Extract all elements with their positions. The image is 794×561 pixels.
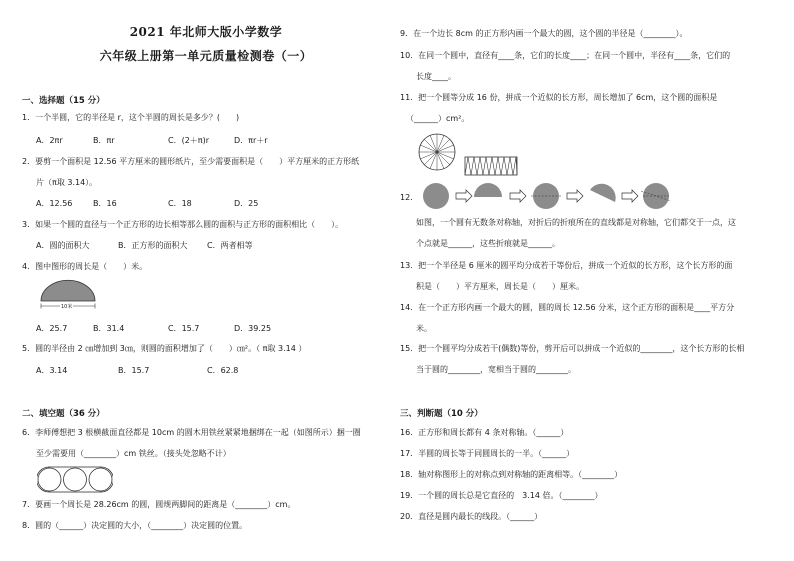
question-17: 17．半圆的周长等于同圆周长的一半。（______） [400,449,575,458]
question-14-line-2: 米。 [416,324,432,333]
q5-option-a: A．3.14 [36,366,68,375]
exam-subtitle: 六年级上册第一单元质量检测卷（一） [99,49,313,63]
question-1: 1．一个半圆，它的半径是 r，这个半圆的周长是多少？( ) [22,113,240,122]
zigzag-rectangle-figure [464,156,518,180]
question-14-line-1: 14．在一个正方形内画一个最大的圆，圆的周长 12.56 分米，这个正方形的面积是____平方分 [400,303,735,312]
q3-option-c: C．两者相等 [207,241,253,250]
q2-option-d: D．25 [234,199,259,208]
q1-option-d: D．πr＋r [234,136,268,145]
sector-circle-figure [417,132,457,176]
question-18: 18．轴对称图形上的对称点到对称轴的距离相等。（________） [400,470,623,479]
q1-option-a: A．2πr [36,136,63,145]
q1-option-c: C．(2＋π)r [168,136,210,145]
question-7: 7．要画一个周长是 28.26cm 的圆，圆规两脚间的距离是（________）cm。 [22,500,296,509]
question-16: 16．正方形和周长都有 4 条对称轴。（______） [400,428,569,437]
question-13-line-1: 13．把一个半径是 6 厘米的圆平均分成若干等份后，拼成一个近似的长方形，这个长方形的面 [400,261,733,270]
q4-option-a: A．25.7 [36,324,68,333]
question-6-line-2: 至少需要用（________）cm 铁丝。（接头处忽略不计） [36,449,231,458]
q4-option-d: D．39.25 [234,324,272,333]
question-12-number: 12． [400,193,419,202]
q4-option-c: C．15.7 [168,324,200,333]
question-19: 19．一个圆的周长总是它直径的 3.14 倍。（________） [400,491,603,500]
question-6-line-1: 6．李师傅想把 3 根横截面直径都是 10cm 的圆木用铁丝紧紧地捆绑在一起（如图所示）捆一圈 [22,428,361,437]
question-2-line-1: 2．要剪一个面积是 12.56 平方厘米的圆形纸片，至少需要面积是（ ）平方厘米的正方形纸 [22,157,360,166]
q4-option-b: B．31.4 [93,324,125,333]
q5-option-b: B．15.7 [118,366,150,375]
q2-option-b: B．16 [93,199,117,208]
semicircle-figure [39,279,99,317]
question-13-line-2: 积是（ ）平方厘米，周长是（ ）厘米。 [416,282,584,291]
question-5: 5．圆的半径由 2 ㎝增加到 3㎝，则圆的面积增加了（ ）㎝²。（ π取 3.14 ） [22,344,307,353]
exam-title: 2021 年北师大版小学数学 [129,25,283,39]
folding-circle-figures [422,182,672,214]
figure-dimension-label: 10米 [61,304,73,310]
q3-option-a: A．圆的面积大 [36,241,90,250]
question-10-line-2: 长度____。 [416,72,456,81]
three-circles-figure [37,466,113,498]
section-3-title: 三、判断题（10 分） [400,409,483,419]
question-11-line-2: （______）cm²。 [406,114,470,123]
question-8: 8．圆的（______）决定圆的大小，（________）决定圆的位置。 [22,521,248,530]
question-2-line-2: 片（π取 3.14）。 [36,178,98,187]
question-3: 3．如果一个圆的直径与一个正方形的边长相等那么圆的面积与正方形的面积相比（ ）。 [22,220,344,229]
question-10-line-1: 10．在同一个圆中，直径有____条，它们的长度____；在同一个圆中，半径有____条，它们的 [400,51,731,60]
q5-option-c: C．62.8 [207,366,239,375]
right-column [400,0,780,561]
q2-option-a: A．12.56 [36,199,73,208]
question-9: 9．在一个边长 8cm 的正方形内画一个最大的圆，这个圆的半径是（________）。 [400,29,688,38]
question-4: 4．图中图形的周长是（ ）米。 [22,262,148,271]
question-12-line-2: 个点就是______，这些折痕就是______。 [416,239,560,248]
question-15-line-1: 15．把一个圆平均分成若干(偶数)等份，剪开后可以拼成一个近似的________，这个长方形的长相 [400,344,745,353]
question-15-line-2: 当于圆的________，宽相当于圆的________。 [416,365,576,374]
left-column [22,0,390,561]
question-12-line-1: 如图，一个圆有无数条对称轴，对折后的折痕所在的直线都是对称轴，它们都交于一点，这 [416,218,736,227]
q2-option-c: C．18 [168,199,192,208]
section-1-title: 一、选择题（15 分） [22,96,105,106]
section-2-title: 二、填空题（36 分） [22,409,105,419]
q1-option-b: B．πr [93,136,115,145]
question-11-line-1: 11．把一个圆等分成 16 份，拼成一个近似的长方形，周长增加了 6cm，这个圆的面积是 [400,93,718,102]
q3-option-b: B．正方形的面积大 [118,241,188,250]
question-20: 20．直径是圆内最长的线段。（______） [400,512,543,521]
